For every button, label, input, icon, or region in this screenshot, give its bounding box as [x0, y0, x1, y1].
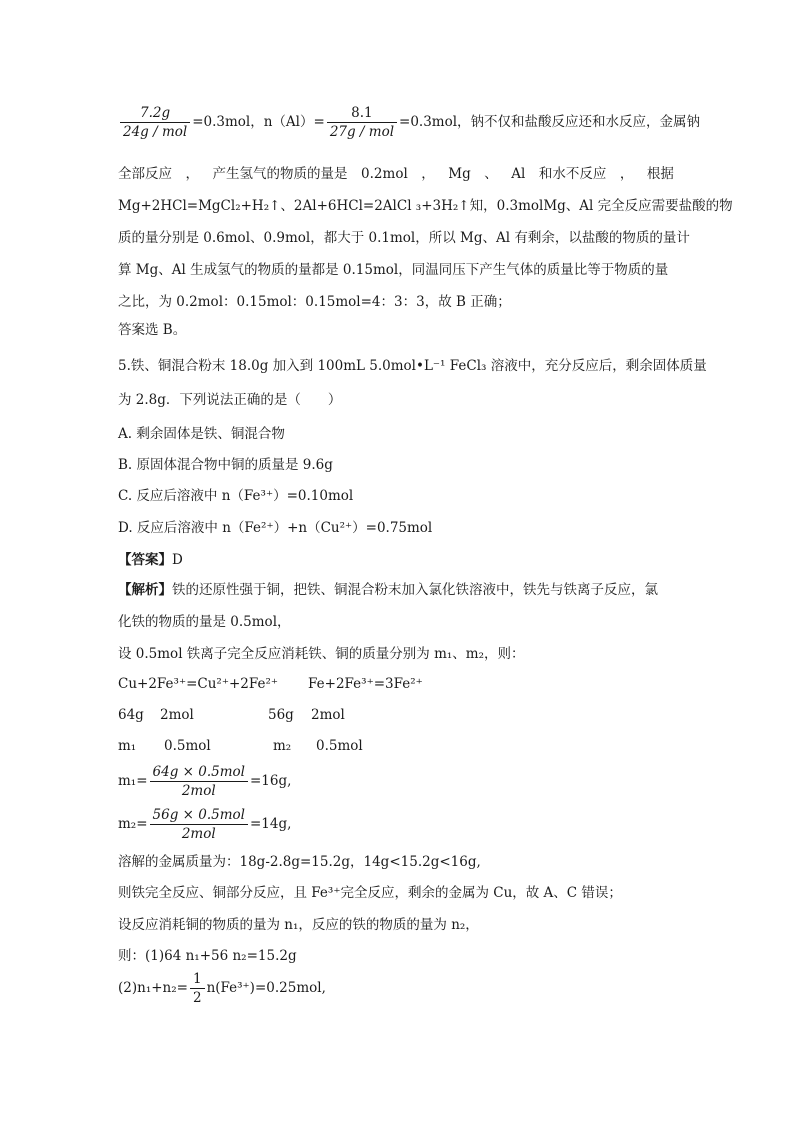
question-5-stem-cont: 为 2.8g．下列说法正确的是（ ） [118, 392, 342, 408]
answer-line [118, 550, 183, 570]
option-a: A. 剩余固体是铁、铜混合物 [118, 426, 285, 442]
question-5-stem: 5.铁、铜混合粉末 18.0g 加入到 100mL 5.0mol•L⁻¹ FeCl₃ 溶液中，充分反应后，剩余固体质量 [118, 358, 707, 374]
option-c: C. 反应后溶液中 n（Fe³⁺）=0.10mol [118, 488, 354, 504]
equation-row-1: Cu+2Fe³⁺=Cu²⁺+2Fe²⁺ Fe+2Fe³⁺=3Fe²⁺ [118, 676, 423, 692]
m2-calculation: m₂= $\frac{\text{56g × 0.5mol}}{\text{2mol}}$ =14g, [118, 807, 292, 842]
line-justified-reaction: 全部反应 ， 产生氢气的物质的量是 0.2mol ， Mg 、 Al 和水不反应 ， 根据 [118, 166, 674, 182]
conclusion-line: 则铁完全反应、铜部分反应，且 Fe³⁺完全反应，剩余的金属为 Cu，故 A、C 错误； [118, 885, 622, 901]
option-b: B. 原固体混合物中铜的质量是 9.6g [118, 457, 333, 473]
fraction-half: $\frac{1}{2}$ [190, 970, 205, 1007]
document-page: $\frac{7.2g}{\text{24g / mol}}$ =0.3mol，n（Al）= $\frac{8.1}{\text{27g / mol}}$ =0.3mol，钠不仅和盐酸反应还和水反应，金属钠 全部反应 ， 产生氢气的物质的量是 0.2mol ， Mg 、 Al 和水不反应 ， 根据 Mg+2HCl=MgCl₂+H₂↑、2Al+6HCl=2AlCl ₃+3H₂↑知，0.3molMg、Al 完全反应需要盐酸的物 质的量分别是 0.6mol、0.9mol，都大于 0.1mol，所以 Mg、Al 有剩余，以盐酸的物质的量计 算 Mg、Al 生成氢气的物质的量都是 0.15mol，同温同压下产生气体的质量比等于物质的量 之比，为 0.2mol：0.15mol：0.15mol=4：3：3，故 B 正确； 答案选 B。 5.铁、铜混合粉末 18.0g 加入到 100mL 5.0mol•L⁻¹ FeCl₃ 溶液中，充分反应后，剩余固体质量 为 2.8g．下列说法正确的是（ ） A. 剩余固体是铁、铜混合物 B. 原固体混合物中铜的质量是 9.6g C. 反应后溶液中 n（Fe³⁺）=0.10mol D. 反应后溶液中 n（Fe²⁺）+n（Cu²⁺）=0.75mol 【答案】D 【解析】铁的还原性强于铜，把铁、铜混合粉末加入氯化铁溶液中，铁先与铁离子反应，氯 化铁的物质的量是 0.5mol， 设 0.5mol 铁离子完全反应消耗铁、铜的质量分别为 m₁、m₂，则： Cu+2Fe³⁺=Cu²⁺+2Fe²⁺ Fe+2Fe³⁺=3Fe²⁺ 64g 2mol 56g 2mol m₁ 0.5mol m₂ 0.5mol m₁= $\frac{\text{64g × 0.5mol}}{\text{2mol}}$ =16g, m₂= $\frac{\text{56g × 0.5mol}}{\text{2mol}}$ =14g, 溶解的金属质量为：18g-2.8g=15.2g，14g<15.2g<16g, 则铁完全反应、铜部分反应，且 Fe³⁺完全反应，剩余的金属为 Cu，故 A、C 错误； 设反应消耗铜的物质的量为 n₁，反应的铁的物质的量为 n₂， 则：(1)64 n₁+56 n₂=15.2g (2)n₁+n₂= $\frac{1}{2}$ n(Fe³⁺)=0.25mol, [118, 105, 733, 1006]
analysis-line-2: 化铁的物质的量是 0.5mol， [118, 614, 291, 630]
line-hcl-amounts: 质的量分别是 0.6mol、0.9mol，都大于 0.1mol，所以 Mg、Al 有剩余，以盐酸的物质的量计 [118, 230, 690, 246]
m1-calculation: m₁= $\frac{\text{64g × 0.5mol}}{\text{2mol}}$ =16g, [118, 764, 292, 799]
line-hydrogen-amounts: 算 Mg、Al 生成氢气的物质的量都是 0.15mol，同温同压下产生气体的质量比等于物质的量 [118, 262, 669, 278]
dissolved-metal-line: 溶解的金属质量为：18g-2.8g=15.2g，14g<15.2g<16g, [118, 854, 481, 870]
fraction-al: $\frac{8.1}{\text{27g / mol}}$ [327, 104, 397, 141]
fraction-m1: $\frac{\text{64g × 0.5mol}}{\text{2mol}}$ [150, 763, 248, 800]
fraction-m2: $\frac{\text{56g × 0.5mol}}{\text{2mol}}$ [150, 806, 248, 843]
equation-1-line: 则：(1)64 n₁+56 n₂=15.2g [118, 948, 297, 964]
fraction-na: $\frac{7.2g}{\text{24g / mol}}$ [120, 104, 190, 141]
line-reaction-equations: Mg+2HCl=MgCl₂+H₂↑、2Al+6HCl=2AlCl ₃+3H₂↑知，0.3molMg、Al 完全反应需要盐酸的物 [118, 198, 733, 214]
analysis-line-3: 设 0.5mol 铁离子完全反应消耗铁、铜的质量分别为 m₁、m₂，则： [118, 646, 525, 662]
analysis-line-1: 【解析】铁的还原性强于铜，把铁、铜混合粉末加入氯化铁溶液中，铁先与铁离子反应，氯 [118, 582, 658, 598]
line-moles-calculation: $\frac{7.2g}{\text{24g / mol}}$ =0.3mol，n（Al）= $\frac{8.1}{\text{27g / mol}}$ =0.3mol，钠不仅和盐酸反应还和水反应，金属钠 [118, 104, 700, 141]
answer-tag: 【答案】 [118, 552, 172, 568]
analysis-tag: 【解析】 [118, 582, 172, 598]
set-variables-line: 设反应消耗铜的物质的量为 n₁，反应的铁的物质的量为 n₂， [118, 917, 479, 933]
option-d: D. 反应后溶液中 n（Fe²⁺）+n（Cu²⁺）=0.75mol [118, 520, 433, 536]
line-answer-b: 答案选 B。 [118, 322, 187, 338]
answer-value: D [172, 552, 183, 568]
line-ratio: 之比，为 0.2mol：0.15mol：0.15mol=4：3：3，故 B 正确； [118, 294, 511, 310]
equation-2-line: (2)n₁+n₂= $\frac{1}{2}$ n(Fe³⁺)=0.25mol, [118, 971, 326, 1006]
